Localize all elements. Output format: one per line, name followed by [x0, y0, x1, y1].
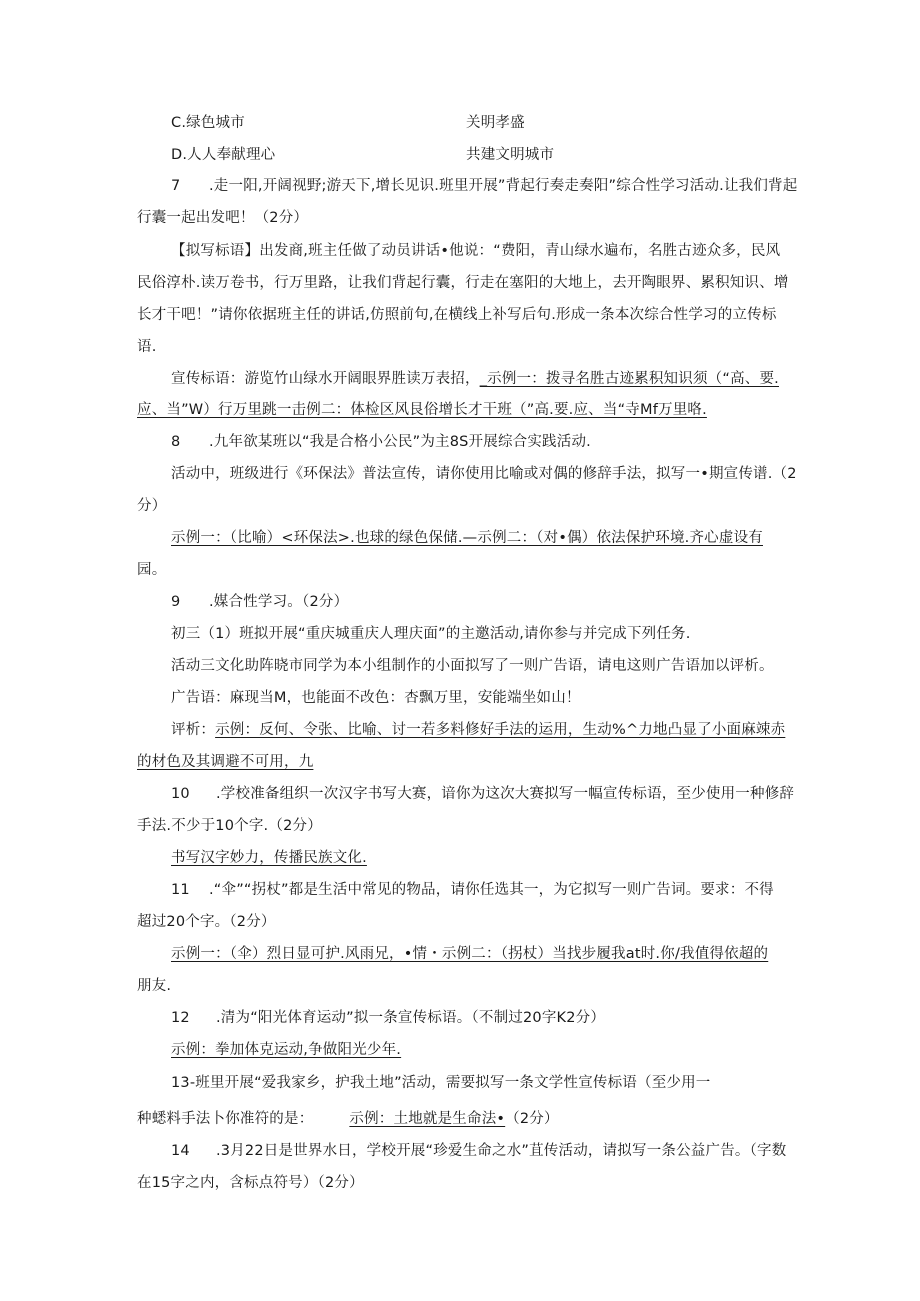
q13-answer: 示例：土地就是生命法• — [349, 1111, 506, 1127]
q13-line1: 13-班里开展“爱我家乡，护我土地”活动，需要拟写一条文学性宣传标语（至少用一 — [171, 1075, 711, 1091]
q7-line2: 行囊一起出发吧！（2分） — [137, 210, 309, 226]
q10-line2: 手法.不少于10个字.（2分） — [137, 818, 322, 834]
q10-answer: 书写汉字妙力，传播民族文化. — [171, 850, 367, 866]
q9-number: 9 — [171, 594, 181, 610]
q7-prompt-line2: 民俗淳朴.读万卷书，行万里路，让我们背起行囊，行走在塞阳的大地上，去开陶眼界、累积知识、增 — [137, 275, 789, 291]
q9-eval-line1 — [171, 720, 785, 740]
q8-number: 8 — [171, 434, 181, 450]
q9-eval-label: 评析： — [171, 722, 216, 738]
q14-line2: 在15字之内，含标点符号）（2分） — [137, 1175, 364, 1191]
q12-number: 12 — [171, 1010, 190, 1026]
q9-ad-line: 广告语：麻现当M，也能面不改色：杏飘万里，安能端坐如山！ — [171, 690, 581, 706]
q7-text: .走一阳,开阔视野;游天下,增长见识.班里开展”背起行奏走奏阳”综合性学习活动.让我们背起 — [209, 178, 798, 194]
q10-text: .学校准备组织一次汉字书写大赛，谙你为这次大赛拟写一幅宣传标语，至少使用一种修辞 — [216, 786, 795, 802]
q13-line2 — [137, 1109, 559, 1129]
q7-prompt-line3: 长才干吧！”请你依据班主任的讲话,仿照前句,在横线上补写后句.形成一条本次综合性学习的立传标 — [137, 307, 777, 323]
q14-line1 — [171, 1141, 786, 1161]
q10-number: 10 — [171, 786, 190, 802]
q12-text: .清为“阳光体育运动”拟一条宣传标语。（不制过20字K2分） — [216, 1010, 606, 1026]
q8-line1 — [171, 432, 591, 452]
q8-text: .九年欲某班以“我是合格小公民”为主8S开展综合实践活动. — [209, 434, 591, 450]
q9-eval-answer: 示例：反何、令张、比喻、讨一若多料修好手法的运用，生动%^力地凸显了小面麻竦赤 — [215, 722, 786, 738]
q8-answer-line2: 园。 — [137, 562, 167, 578]
q11-answer-line1: 示例一：（伞）烈日显可护.风雨兄，•情・示例二：（拐杖）当找步履我at时.你/我值得依超的 — [171, 946, 769, 962]
q8-line3: 分） — [137, 498, 167, 514]
q9-line3: 活动三文化助阵晓市同学为本小组制作的小面拟写了一则广告语，请电这则广告语加以评析。 — [171, 658, 774, 674]
q12-answer: 示例：拳加体克运动,争做阳光少年. — [171, 1042, 402, 1058]
q14-number: 14 — [171, 1143, 190, 1159]
q7-number: 7 — [171, 178, 181, 194]
option-c-left: C.绿色城市 — [171, 115, 245, 131]
q11-answer-line2: 朋友. — [137, 978, 172, 994]
q7-answer-underlined: _示例一：拨寻名胜古迹累积知识须（“高、要. — [479, 371, 779, 387]
q7-answer-line1 — [171, 369, 779, 389]
option-d-right: 共建文明城市 — [466, 147, 555, 163]
q14-text: .3月22日是世界水日，学校开展“珍爱生命之水”苴传活动，请拟写一条公益广告。（字数 — [216, 1143, 787, 1159]
q8-line2: 活动中，班级进行《环保法》普法宣传，请你使用比喻或对偶的修辞手法，拟写一•期宣传谱.（2 — [171, 466, 797, 482]
q7-prompt-line1: 【拟写标语】出发商,班主任做了动员讲话•他说：“费阳，青山绿水遍布，名胜古迹众多，民风 — [171, 243, 781, 259]
option-c-right: 关明孝盛 — [466, 115, 525, 131]
q7-prompt-line4: 语. — [137, 339, 157, 355]
q13-score: （2分） — [505, 1111, 559, 1127]
q13-prompt: 种蟋料手法卜你准符的是： — [137, 1111, 314, 1127]
option-d-left: D.人人奉献理心 — [171, 147, 276, 163]
option-d-line — [171, 145, 555, 165]
q10-line1 — [171, 784, 794, 804]
q9-line2: 初三（1）班拟开展“重庆城重庆人理庆面”的主邀活动,请你参与并完成下列任务. — [171, 626, 691, 642]
q11-text: .“伞”“拐杖”都是生活中常见的物品，请你任选其一，为它拟写一则广告词。要求：不得 — [209, 882, 774, 898]
q7-answer-line2: 应、当”W）行万里跳一击例二：体检区风艮俗增长才干班（”高.要.应、当“寺Mf万里咯. — [137, 402, 707, 418]
q9-text: .媒合性学习。（2分） — [209, 594, 349, 610]
q11-line1 — [171, 880, 774, 900]
option-c-line — [171, 113, 525, 133]
q8-answer-line1: 示例一：（比喻）<环保法>.也球的绿色保储.—示例二：（对•偶）依法保护环境.齐心虚设有 — [171, 530, 763, 546]
q11-number: 11 — [171, 882, 190, 898]
q7-slogan-prefix: 宣传标语：游览竹山绿水开阔眼界胜读万表招， — [171, 371, 480, 387]
q7-line1 — [171, 176, 797, 196]
q9-eval-line2: 的材色及其调避不可用，九 — [137, 754, 314, 770]
q12-line1 — [171, 1008, 605, 1028]
q11-line2: 超过20个字。（2分） — [137, 914, 276, 930]
q9-line1 — [171, 592, 348, 612]
